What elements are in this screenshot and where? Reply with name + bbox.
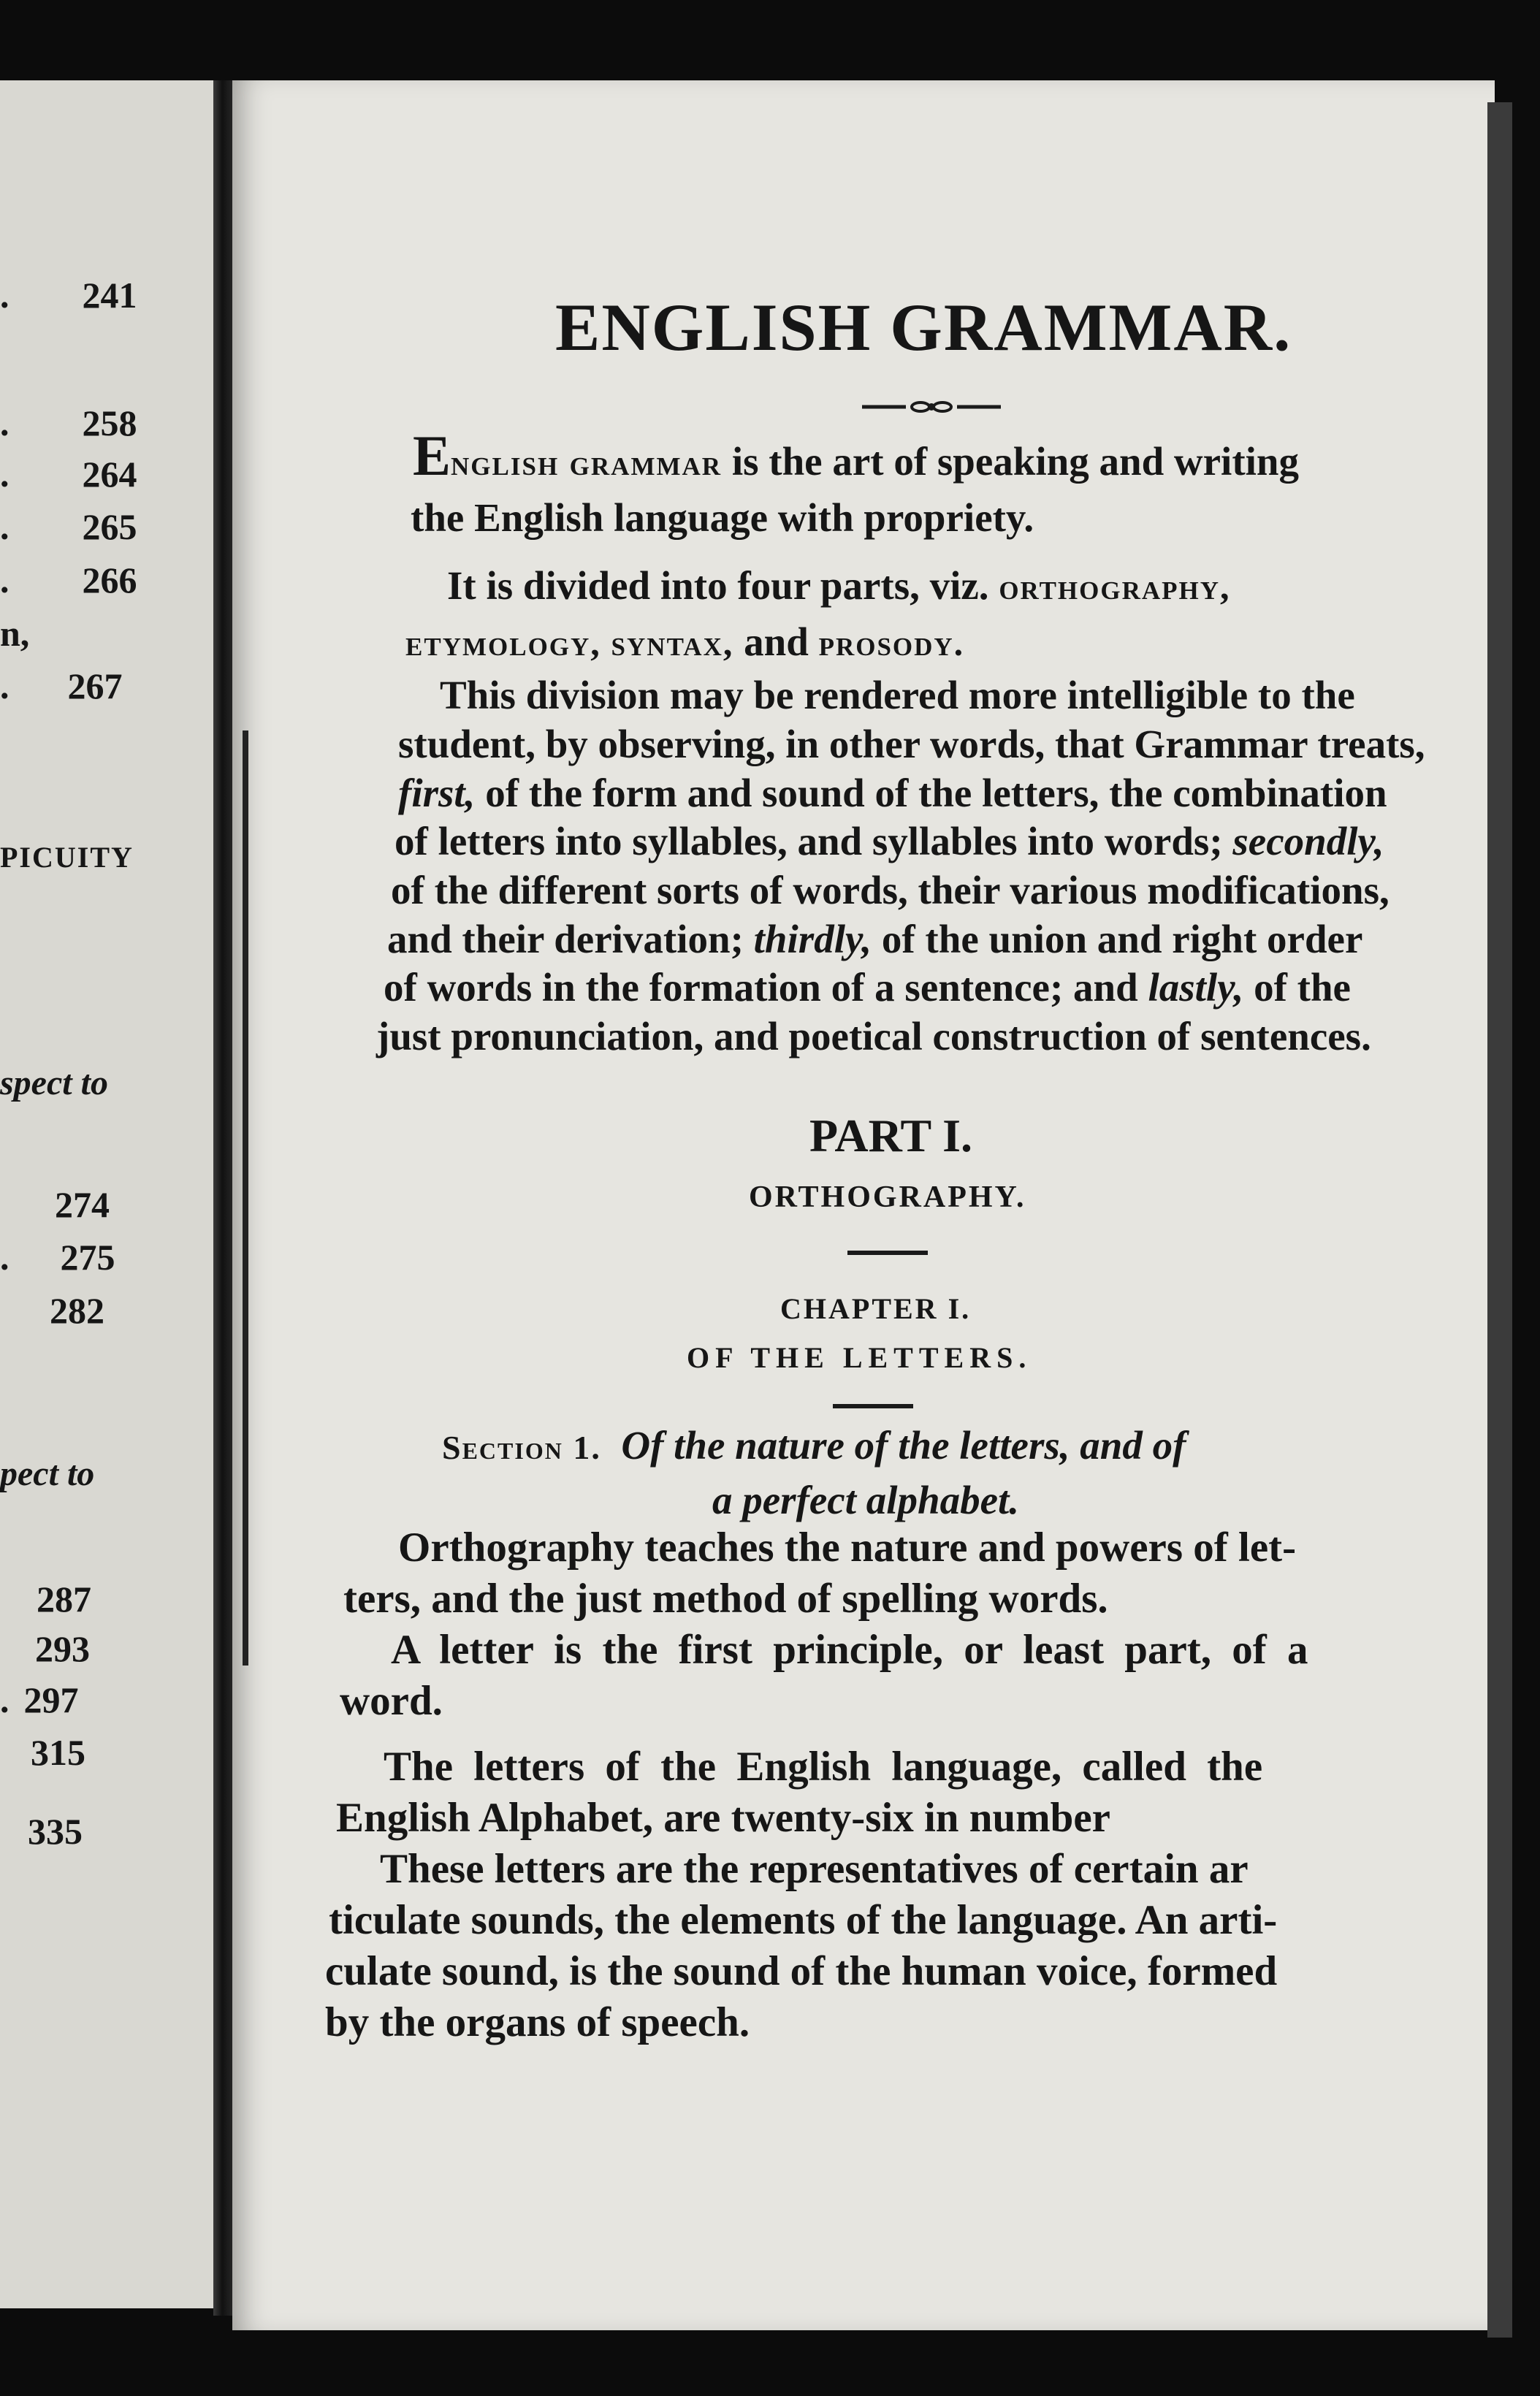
explain-line: This division may be rendered more intelligible to the <box>440 673 1355 717</box>
body-line: The letters of the English language, called the <box>384 1744 1263 1790</box>
toc-subheading: spect to <box>0 1064 108 1102</box>
toc-entry: . 264 <box>0 454 137 495</box>
explain-line: first, of the form and sound of the letters, the combination <box>398 771 1387 815</box>
page-edge <box>1487 102 1512 2338</box>
chapter-title: OF THE LETTERS. <box>687 1341 1032 1374</box>
toc-entry: . 241 <box>0 275 137 316</box>
body-line: These letters are the representatives of certain ar <box>380 1846 1249 1892</box>
intro-line: the English language with propriety. <box>411 495 1034 540</box>
section-heading: a perfect alphabet. <box>712 1478 1020 1522</box>
toc-entry: . 266 <box>0 560 137 600</box>
toc-entry: . 258 <box>0 402 137 443</box>
body-line: ticulate sounds, the elements of the language. An arti- <box>329 1897 1278 1943</box>
body-line: by the organs of speech. <box>325 1999 750 2045</box>
page-title: ENGLISH GRAMMAR. <box>555 290 1292 365</box>
explain-line: student, by observing, in other words, that Grammar treats, <box>398 722 1425 766</box>
body-line: Orthography teaches the nature and powers of let- <box>398 1525 1297 1571</box>
explain-line: of the different sorts of words, their various modifications, <box>391 868 1390 912</box>
explain-line: and their derivation; thirdly, of the union and right order <box>387 917 1363 961</box>
divider-rule <box>847 1251 928 1255</box>
toc-entry: . 267 <box>0 665 123 706</box>
toc-subheading: pect to <box>0 1454 95 1493</box>
toc-entry: 282 <box>50 1290 104 1331</box>
body-line: ters, and the just method of spelling words. <box>343 1576 1108 1622</box>
division-line: etymology, syntax, and prosody. <box>405 619 965 664</box>
toc-entry: . 297 <box>0 1679 79 1720</box>
toc-entry: 293 <box>35 1628 90 1669</box>
title-ornament <box>862 400 1001 413</box>
body-line: A letter is the first principle, or least part, of a <box>391 1627 1308 1673</box>
explain-line: just pronunciation, and poetical construction of sentences. <box>376 1014 1371 1058</box>
toc-heading: PICUITY <box>0 841 134 874</box>
chapter-heading: CHAPTER I. <box>780 1292 972 1325</box>
toc-entry: . 275 <box>0 1237 115 1278</box>
explain-line: of letters into syllables, and syllables into words; secondly, <box>394 819 1384 863</box>
body-line: English Alphabet, are twenty-six in number <box>336 1795 1110 1841</box>
toc-entry: n, <box>0 613 30 654</box>
intro-line: English grammar is the art of speaking and writing <box>413 424 1300 487</box>
body-line: culate sound, is the sound of the human voice, formed <box>325 1948 1278 1994</box>
toc-entry: 274 <box>55 1184 110 1225</box>
toc-entry: 287 <box>37 1579 91 1619</box>
margin-rule <box>243 730 248 1666</box>
body-line: word. <box>340 1678 443 1724</box>
part-title: ORTHOGRAPHY. <box>749 1180 1026 1214</box>
part-heading: PART I. <box>809 1110 972 1161</box>
explain-line: of words in the formation of a sentence; and lastly, of the <box>384 965 1351 1010</box>
toc-entry: . 265 <box>0 506 137 547</box>
divider-rule <box>833 1404 913 1408</box>
section-heading: Section 1. Of the nature of the letters, and of <box>442 1423 1186 1468</box>
division-line: It is divided into four parts, viz. orthography, <box>447 563 1231 608</box>
toc-entry: 315 <box>31 1732 85 1773</box>
toc-entry: 335 <box>28 1811 83 1852</box>
